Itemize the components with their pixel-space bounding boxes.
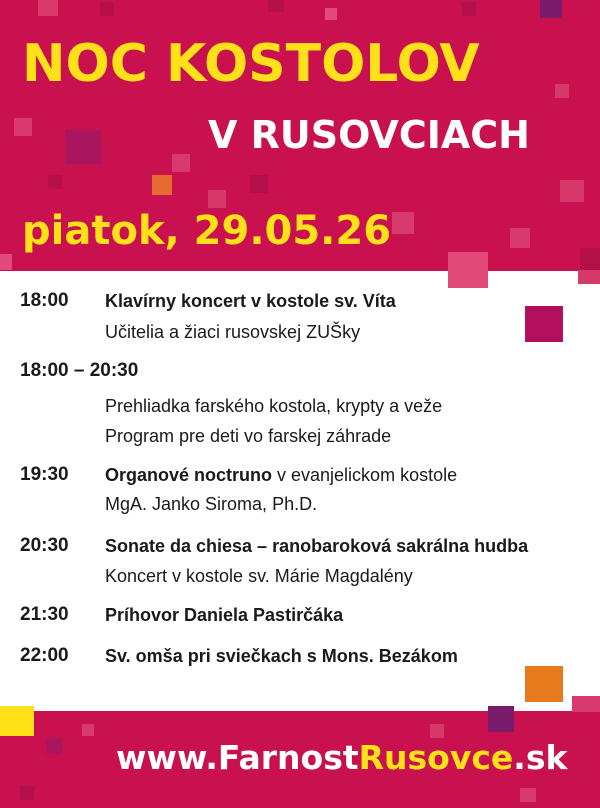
decor-square <box>525 666 563 702</box>
decor-square <box>578 270 600 284</box>
program-detail: MgA. Janko Siroma, Ph.D. <box>105 494 318 514</box>
program-time: 19:30 <box>20 464 69 485</box>
title-main: NOC KOSTOLOV <box>22 34 480 94</box>
program-title: Sonate da chiesa – ranobaroková sakrálna hudba <box>105 536 529 556</box>
decor-square <box>250 175 268 193</box>
decor-square <box>0 706 34 736</box>
decor-square <box>572 696 600 712</box>
program-time: 21:30 <box>20 604 69 625</box>
decor-square <box>152 175 172 195</box>
decor-square <box>82 724 94 736</box>
decor-square <box>65 130 101 164</box>
url-part-rusovce: Rusovce <box>358 738 514 777</box>
decor-square <box>520 788 536 802</box>
decor-square <box>525 306 563 342</box>
website-url[interactable] <box>116 738 567 777</box>
program-detail: Učitelia a žiaci rusovskej ZUŠky <box>105 322 361 342</box>
decor-square <box>555 84 569 98</box>
decor-square <box>20 786 34 800</box>
program-title: Klavírny koncert v kostole sv. Víta <box>105 291 396 311</box>
program-title <box>105 465 457 486</box>
url-part-farnost: www.Farnost <box>116 738 359 777</box>
program-title-rest: v evanjelickom kostole <box>272 465 458 485</box>
decor-square <box>580 248 600 270</box>
decor-square <box>392 212 414 234</box>
title-sub: V RUSOVCIACH <box>208 113 530 157</box>
decor-square <box>172 154 190 172</box>
program-time: 18:00 – 20:30 <box>20 360 139 381</box>
program-title: Príhovor Daniela Pastirčáka <box>105 605 344 625</box>
program-detail: Program pre deti vo farskej záhrade <box>105 426 392 446</box>
decor-square <box>208 190 226 208</box>
decor-square <box>430 724 444 738</box>
program-time: 22:00 <box>20 645 69 666</box>
decor-square <box>560 180 584 202</box>
program-title: Sv. omša pri sviečkach s Mons. Bezákom <box>105 646 458 666</box>
decor-square <box>38 0 58 16</box>
decor-square <box>510 228 530 248</box>
decor-square <box>48 175 62 189</box>
program-title-bold: Organové noctruno <box>105 465 273 485</box>
decor-square <box>462 2 476 16</box>
event-date: piatok, 29.05.26 <box>22 208 392 254</box>
decor-square <box>0 254 12 270</box>
program-time: 20:30 <box>20 535 69 556</box>
decor-square <box>488 706 514 732</box>
url-part-domain: .sk <box>513 738 568 777</box>
program-time: 18:00 <box>20 290 69 311</box>
program-detail: Koncert v kostole sv. Márie Magdalény <box>105 566 413 586</box>
decor-square <box>448 252 488 288</box>
program-title: Prehliadka farského kostola, krypty a veže <box>105 396 443 416</box>
decor-square <box>268 0 284 12</box>
decor-square <box>14 118 32 136</box>
decor-square <box>540 0 562 18</box>
decor-square <box>100 2 114 16</box>
decor-square <box>325 8 337 20</box>
decor-square <box>46 738 62 754</box>
